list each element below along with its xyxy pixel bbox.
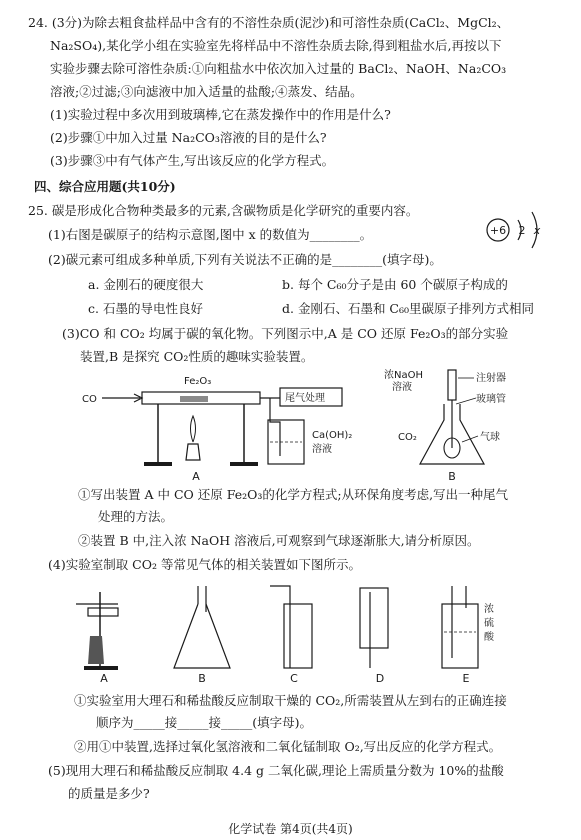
- q25-part2: (2)碳元素可组成多种单质,下列有关说法不正确的是________(填字母)。: [48, 252, 442, 267]
- q24-sub3: (3)步骤③中有气体产生,写出该反应的化学方程式。: [50, 153, 335, 168]
- glass-tube-label: 玻璃管: [476, 394, 506, 405]
- apparatus-c: [270, 586, 312, 668]
- apparatus-d-label: D: [375, 672, 385, 685]
- q24-line1: 24. (3分)为除去粗食盐样品中含有的不溶性杂质(泥沙)和可溶性杂质(CaCl₂、MgCl₂、: [28, 15, 510, 30]
- caoh2-label: Ca(OH)₂: [312, 430, 353, 441]
- apparatus-a-figure: [80, 372, 380, 472]
- carbon-atom-diagram: [482, 200, 550, 256]
- alcohol-lamp: [186, 444, 200, 460]
- q25-part4-q2: ②用①中装置,选择过氧化氢溶液和二氧化锰制取 O₂,写出反应的化学方程式。: [74, 739, 502, 754]
- apparatus-a-label: A: [100, 672, 108, 685]
- balloon-label: 气球: [480, 432, 500, 443]
- q25-part5-line2: 的质量是多少?: [68, 786, 150, 801]
- q25-part4: (4)实验室制取 CO₂ 等常见气体的相关装置如下图所示。: [48, 557, 361, 572]
- iron-oxide-sample: [180, 396, 208, 402]
- q25-part3-line2: 装置,B 是探究 CO₂性质的趣味实验装置。: [80, 349, 314, 364]
- q24-line2: Na₂SO₄),某化学小组在实验室先将样品中不溶性杂质去除,得到粗盐水后,再按以下: [50, 38, 502, 53]
- apparatus-d: [360, 588, 388, 668]
- q25-intro: 25. 碳是形成化合物种类最多的元素,含碳物质是化学研究的重要内容。: [28, 203, 419, 218]
- q25-part3-q2: ②装置 B 中,注入浓 NaOH 溶液后,可观察到气球逐渐胀大,请分析原因。: [78, 533, 480, 548]
- gas-apparatus-figure: [70, 582, 510, 674]
- apparatus-e: [442, 586, 495, 668]
- shell2-count: x: [533, 224, 541, 237]
- option-b: b. 每个 C₆₀分子是由 60 个碳原子构成的: [282, 277, 508, 292]
- option-d: d. 金刚石、石墨和 C₆₀里碳原子排列方式相同: [282, 301, 535, 316]
- fe2o3-label: Fe₂O₃: [184, 376, 212, 387]
- naoh-label-2: 溶液: [392, 382, 412, 393]
- q24-sub1: (1)实验过程中多次用到玻璃棒,它在蒸发操作中的作用是什么?: [50, 107, 391, 122]
- q25-part3-line1: (3)CO 和 CO₂ 均属于碳的氧化物。下列图示中,A 是 CO 还原 Fe₂O₃的部分实验: [62, 326, 509, 341]
- q25-part4-q1-line2: 顺序为_____接_____接_____(填字母)。: [96, 715, 313, 730]
- syringe-label: 注射器: [476, 373, 506, 384]
- q25-part3-q1-line2: 处理的方法。: [98, 509, 174, 524]
- q24-sub2: (2)步骤①中加入过量 Na₂CO₃溶液的目的是什么?: [50, 130, 327, 145]
- nucleus-charge: +6: [489, 224, 507, 237]
- shell1-count: 2: [518, 224, 526, 237]
- option-a: a. 金刚石的硬度很大: [88, 277, 204, 292]
- option-c: c. 石墨的导电性良好: [88, 301, 203, 316]
- apparatus-b-figure: [384, 368, 514, 474]
- q24-line4: 溶液;②过滤;③向滤液中加入适量的盐酸;④蒸发、结晶。: [50, 84, 363, 99]
- q24-line3: 实验步骤去除可溶性杂质:①向粗盐水中依次加入过量的 BaCl₂、NaOH、Na₂CO₃: [50, 61, 507, 76]
- naoh-label-1: 浓NaOH: [384, 370, 423, 381]
- figure-a-label: A: [192, 470, 200, 483]
- syringe: [448, 370, 456, 400]
- section-heading: 四、综合应用题(共10分): [34, 179, 176, 194]
- apparatus-b: [174, 586, 230, 668]
- page-footer: 化学试卷 第4页(共4页): [228, 822, 353, 836]
- acid-label-2: 硫: [484, 618, 494, 629]
- figure-b-label: B: [448, 470, 456, 483]
- q25-part1: (1)右图是碳原子的结构示意图,图中 x 的数值为________。: [48, 227, 373, 242]
- co2-label: CO₂: [398, 432, 417, 443]
- q25-part3-q1-line1: ①写出装置 A 中 CO 还原 Fe₂O₃的化学方程式;从环保角度考虑,写出一种尾气: [78, 487, 509, 502]
- solution-label-a: 溶液: [312, 444, 332, 455]
- apparatus-a: [76, 592, 118, 670]
- apparatus-c-label: C: [290, 672, 298, 685]
- acid-label-3: 酸: [484, 632, 494, 643]
- q25-part5-line1: (5)现用大理石和稀盐酸反应制取 4.4 g 二氧化碳,理论上需质量分数为 10%的盐酸: [48, 763, 504, 778]
- acid-label-1: 浓: [484, 604, 494, 615]
- apparatus-b-label: B: [198, 672, 206, 685]
- apparatus-e-label: E: [462, 672, 470, 685]
- co-inlet-label: CO: [82, 394, 97, 405]
- q25-part4-q1-line1: ①实验室用大理石和稀盐酸反应制取干燥的 CO₂,所需装置从左到右的正确连接: [74, 693, 507, 708]
- tail-gas-label: 尾气处理: [285, 393, 325, 404]
